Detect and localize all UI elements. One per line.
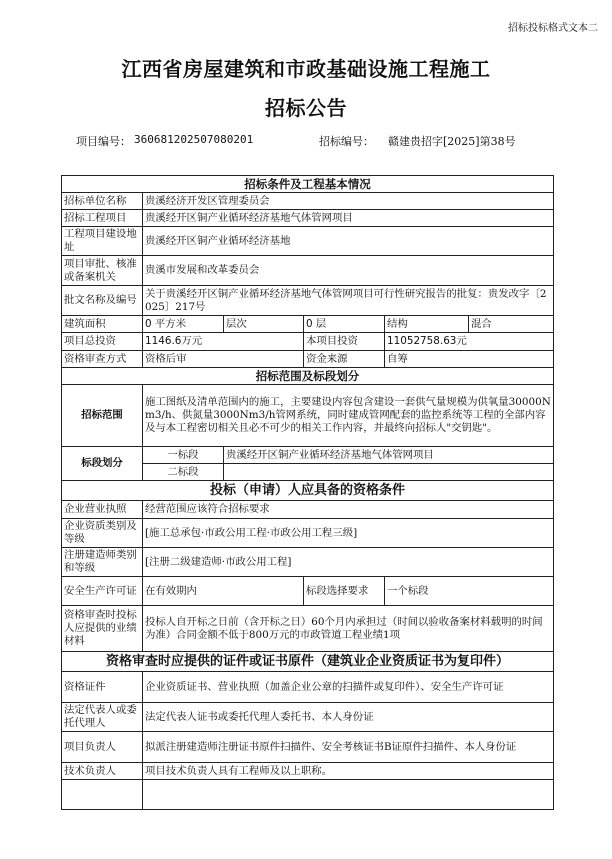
section-title-certificates: 资格审查时应提供的证件或证书原件（建筑业企业资质证书为复印件）	[62, 652, 554, 672]
fund-label: 资金来源	[304, 351, 385, 368]
tech-label: 技术负责人	[62, 763, 143, 780]
floors-label: 层次	[224, 316, 304, 333]
perf-value: 投标人自开标之日前（含开标之日）60个月内承担过（时间以验收备案材料载明的时间为准）合同金额不低于800万元的市政管道工程业绩1项	[143, 606, 554, 652]
total-invest-label: 项目总投资	[62, 333, 143, 351]
tender-no-label: 招标编号：	[319, 135, 374, 148]
cert-value: 企业资质证书、营业执照（加盖企业公章的扫描件或复印件）、安全生产许可证	[143, 672, 554, 703]
structure-value: 混合	[469, 316, 554, 333]
section-title-conditions: 招标条件及工程基本情况	[62, 176, 554, 193]
current-invest-label: 本项目投资	[304, 333, 385, 351]
engineer-label: 注册建造师类别和等级	[62, 548, 143, 577]
legal-value: 法定代表人证书或委托代理人委托书、本人身份证	[143, 703, 554, 732]
approval-value: 贵溪市发展和改革委员会	[143, 256, 554, 286]
scope-value: 施工图纸及清单范围内的施工，主要建设内容包含建设一套供气量规模为供氧量30000Nm3/h、供氮量3000Nm3/h管网系统，同时建成管网配套的监控系统等工程的全部内容及与本工程密切相关且必不可少的相关工作内容，并最终向招标人"交钥匙"。	[143, 385, 554, 447]
biz-label: 企业营业执照	[62, 501, 143, 519]
blank-cell	[143, 780, 554, 810]
doc-value: 关于贵溪经开区铜产业循环经济基地气体管网项目可行性研究报告的批复：贵发改字〔2025〕217号	[143, 286, 554, 316]
page-title: 江西省房屋建筑和市政基础设施工程施工	[121, 57, 491, 81]
lot-req-label: 标段选择要求	[304, 577, 385, 606]
lot1-label: 一标段	[143, 447, 224, 464]
pm-label: 项目负责人	[62, 732, 143, 763]
project-no-value: 360681202507080201	[134, 133, 254, 146]
legal-label: 法定代表人或委托代理人	[62, 703, 143, 732]
lot1-value: 贵溪经开区铜产业循环经济基地气体管网项目	[224, 447, 554, 464]
project-no-label: 项目编号：	[76, 135, 131, 148]
tender-no-value: 赣建贵招字[2025]第38号	[388, 135, 516, 148]
perf-label: 资格审查时投标人应提供的业绩材料	[62, 606, 143, 652]
safety-label: 安全生产许可证	[62, 577, 143, 606]
scope-label: 招标范围	[62, 385, 143, 447]
project-value: 贵溪经开区铜产业循环经济基地气体管网项目	[143, 210, 554, 227]
approval-label: 项目审批、核准或备案机关	[62, 256, 143, 286]
unit-label: 招标单位名称	[62, 193, 143, 210]
area-value: 0 平方米	[143, 316, 224, 333]
fund-value: 自筹	[385, 351, 554, 368]
blank-cell	[62, 780, 143, 810]
lot-req-value: 一个标段	[385, 577, 554, 606]
grade-value: [施工总承包·市政公用工程·市政公用工程三级]	[143, 519, 554, 548]
document-type-label: 招标投标格式文本二	[508, 23, 598, 34]
total-invest-value: 1146.6万元	[143, 333, 304, 351]
floors-value: 0 层	[304, 316, 385, 333]
unit-value: 贵溪经济开发区管理委员会	[143, 193, 554, 210]
safety-value: 在有效期内	[143, 577, 304, 606]
lot2-value	[224, 464, 554, 481]
page-subtitle: 招标公告	[265, 96, 347, 120]
review-value: 资格后审	[143, 351, 304, 368]
cert-label: 资格证件	[62, 672, 143, 703]
biz-value: 经营范围应该符合招标要求	[143, 501, 554, 519]
tender-table	[61, 175, 554, 810]
tech-value: 项目技术负责人具有工程师及以上职称。	[143, 763, 554, 780]
lot-label: 标段划分	[62, 447, 143, 481]
site-label: 工程项目建设地址	[62, 227, 143, 256]
doc-label: 批文名称及编号	[62, 286, 143, 316]
current-invest-value: 11052758.63元	[385, 333, 554, 351]
lot2-label: 二标段	[143, 464, 224, 481]
site-value: 贵溪经开区铜产业循环经济基地	[143, 227, 554, 256]
pm-value: 拟派注册建造师注册证书原件扫描件、安全考核证书B证原件扫描件、本人身份证	[143, 732, 554, 763]
structure-label: 结构	[385, 316, 469, 333]
section-title-qualification: 投标（申请）人应具备的资格条件	[62, 481, 554, 501]
grade-label: 企业资质类别及等级	[62, 519, 143, 548]
area-label: 建筑面积	[62, 316, 143, 333]
project-label: 招标工程项目	[62, 210, 143, 227]
review-label: 资格审查方式	[62, 351, 143, 368]
engineer-value: [注册二级建造师·市政公用工程]	[143, 548, 554, 577]
section-title-scope: 招标范围及标段划分	[62, 368, 554, 385]
